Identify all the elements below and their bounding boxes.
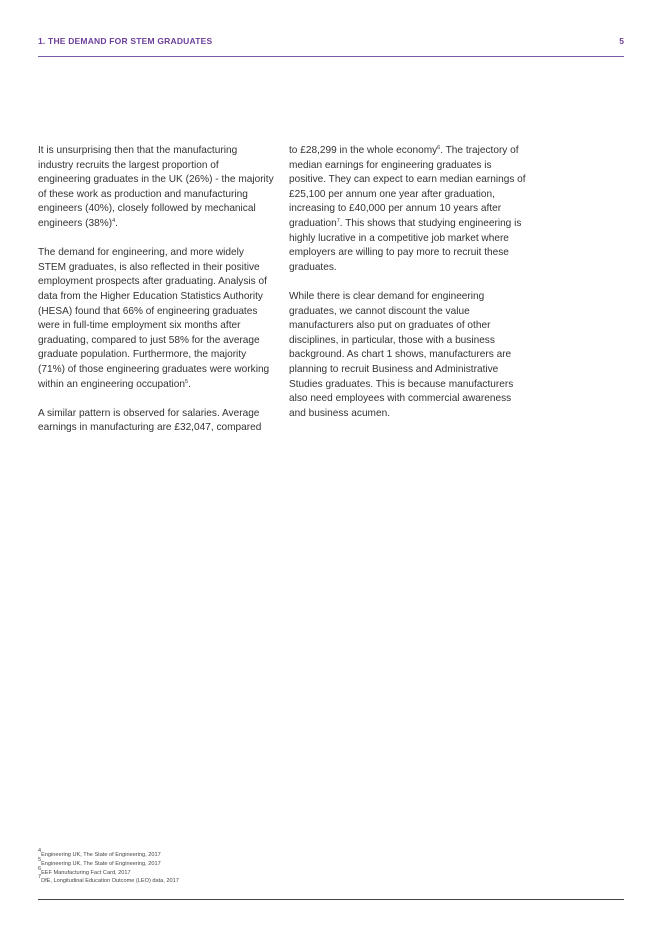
paragraph-salaries [38,407,274,436]
footnote-number: 7 [38,874,42,881]
footnote-number: 6 [38,865,42,872]
footnote-ref-7[interactable]: 7 [336,217,340,224]
page-number: 5 [619,36,624,46]
left-column [38,144,274,450]
footer-divider [38,899,624,900]
right-column [289,144,529,436]
paragraph-text: While there is clear demand for engineering graduates, we cannot discount the value manufacturers also put on graduates of other disciplines, in particular, those with a business background. As chart 1 shows, manufacturers are planning to recruit Business and Administrative Studies graduates. This is because manufacturers also need employees with commercial awareness and business acumen. [289,290,514,419]
section-title: 1. THE DEMAND FOR STEM GRADUATES [38,36,213,46]
paragraph-text: . This shows that studying engineering is highly lucrative in a competitive job market where employers are willing to pay more to recruit these graduates. [289,217,522,273]
footnote-ref-4[interactable]: 4 [112,217,116,224]
paragraph-business-graduates [289,290,529,421]
footnote-number: 4 [38,848,42,854]
footnote-text: EEF Manufacturing Fact Card, 2017 [41,869,131,876]
footnotes [38,848,438,886]
footnote-text: Engineering UK, The State of Engineering, 2017 [41,860,161,867]
footnote-ref-5[interactable]: 5 [185,378,189,385]
footnote-5 [38,856,438,869]
page-header [38,36,624,57]
paragraph-text: . The trajectory of median earnings for engineering graduates is positive. They can expect to earn median earnings of £25,100 per annum one year after graduation, increasing to £40,000 per annum 10 years after graduation [289,145,526,229]
paragraph-end: . [188,378,191,390]
footnote-7 [38,874,438,886]
paragraph-manufacturing-recruitment [38,144,274,232]
paragraph-text: The demand for engineering, and more widely STEM graduates, is also reflected in their positive employment prospects after graduating. Analysis of data from the Higher Education Statistics Authority (HESA) found that 66% of engineering graduates were in full-time employment six months after graduating, compared to just 58% for the average graduate population. Furthermore, the majority (71%) of those engineering graduates were working within an engineering occupation [38,247,270,390]
paragraph-text: to £28,299 in the whole economy [289,145,438,156]
paragraph-text: It is unsurprising then that the manufacturing industry recruits the largest proportion of engineering graduates in the UK (26%) - the majority of these work as production and manufacturing engineers (40%), closely followed by mechanical engineers (38%) [38,145,274,229]
paragraph-earnings-trajectory [289,144,529,275]
footnote-6 [38,865,438,881]
footnote-number: 5 [38,856,42,863]
paragraph-end: . [115,217,118,229]
footnote-text: Engineering UK, The State of Engineering, 2017 [41,852,161,858]
paragraph-employment-prospects [38,246,274,392]
footnote-text: DfE, Longitudinal Education Outcome (LEO) data, 2017 [41,878,179,885]
footnote-4 [38,848,438,860]
footnote-ref-6[interactable]: 6 [437,145,441,151]
paragraph-text: A similar pattern is observed for salaries. Average earnings in manufacturing are £32,047, compared [38,407,262,434]
